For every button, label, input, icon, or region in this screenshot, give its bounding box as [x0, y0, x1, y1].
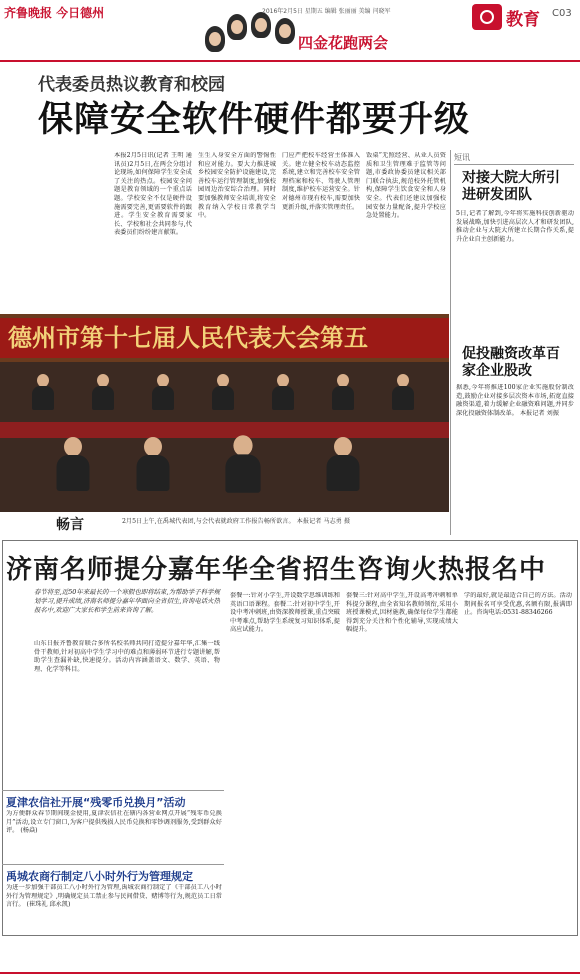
delegate-figure	[134, 437, 173, 491]
section2-column: 套餐三:针对高中学生,开设高考冲刺和单科提分课程,由全省知名教师领衔,采用小班授课模式,因材施教,确保每位学生都能得到充分关注和个性化辅导,实现成绩大幅提升。	[346, 592, 458, 634]
column-tag: 四金花跑两会	[298, 34, 389, 52]
reporter-avatar	[251, 12, 271, 38]
delegate-figure	[330, 374, 356, 410]
sidebar-rule	[454, 164, 574, 165]
lead-photo	[0, 314, 449, 512]
delegate-figure	[54, 437, 93, 491]
reporter-photos	[205, 8, 297, 60]
section2-column: 学的最好,就是最适合自己的方法。活动期间报名可享受优惠,名额有限,报满即止。咨询电话:0531-88346266	[464, 592, 572, 617]
delegate-figure	[30, 374, 56, 410]
sidebar-label: 短讯	[454, 153, 470, 162]
lead-column: 本报2月5日讯(记者 王明 通讯员)2月5日,在两会分组讨论现场,如何保障学生安全成了关注的热点。校园安全问题是教育领域的一个重点话题。学校安全不仅是硬件设施需要完善,更需要软件的跟进。学生安全教育需要家长、学校和社会共同参与,代表委员们纷纷建言献策。	[114, 152, 192, 237]
delegate-figure	[210, 374, 236, 410]
footer-rule	[0, 972, 580, 974]
brief-body: 为进一步加强干部员工八小时外行为管理,禹城农商行制定了《干部员工八小时外行为管理规定》,明确规定员工禁止参与民间借贷、赌博等行为,规范员工日常言行。 (崔珠礼 邱永凯)	[6, 884, 222, 909]
delegate-figure	[270, 374, 296, 410]
brief-headline: 禹城农商行制定八小时外行为管理规定	[6, 870, 193, 883]
photo-caption: 2月5日上午,在禹城代表团,与会代表就政府工作报告畅所欲言。 本报记者 马志勇 摄	[122, 518, 351, 525]
delegate-figure	[90, 374, 116, 410]
sidebar-headline: 对接大院大所引进研发团队	[462, 170, 560, 203]
column-divider	[450, 150, 451, 535]
photo-tag: 畅言	[56, 517, 84, 533]
delegate-figure	[324, 437, 363, 491]
brief-body: 为方便群众春节期间现金使用,夏津农信社在辖内各营业网点开展“残零币兑换月”活动,设立专门窗口,为客户提供残损人民币兑换和零钞调剂服务,受到群众好评。 (杨焱)	[6, 810, 222, 835]
section2-column: 山东日报齐鲁教育联合多所名校名师共同打造提分嘉年华,汇集一线骨干教师,针对初高中学生学习中的难点和薄弱环节进行专题讲解,帮助学生查漏补缺,快速提分。活动内容涵盖语文、数学、英语、物理、化学等科目。	[34, 640, 220, 673]
brief-rule	[2, 790, 224, 791]
paper-logo: 齐鲁晚报 今日德州	[4, 6, 105, 20]
reporter-avatar	[227, 14, 247, 40]
dateline: 2016年2月5日 星期五 编辑 张丽丽 美编 闫晓军	[262, 8, 391, 15]
section-icon	[472, 4, 502, 30]
photo-banner: 德州市第十七届人民代表大会第五	[0, 318, 449, 358]
reporter-avatar	[275, 18, 295, 44]
sidebar-body: 5日,记者了解到,今年将实施科技创新驱动发展战略,加快引进高层次人才和研发团队,推动企业与大院大所建立长期合作关系,提升企业自主创新能力。	[456, 210, 574, 243]
lead-headline: 保障安全软件硬件都要升级	[38, 100, 471, 140]
lead-kicker: 代表委员热议教育和校园	[38, 75, 225, 95]
sidebar-body: 据悉,今年将推进100家企业实施股份制改造,鼓励企业对接多层次资本市场,拓宽直接融资渠道,着力缓解企业融资难问题,并同步深化投融资体制改革。 本报记者 刘振	[456, 384, 574, 417]
reporter-avatar	[205, 26, 225, 52]
delegate-figure	[390, 374, 416, 410]
brief-rule	[2, 864, 224, 865]
section2-headline: 济南名师提分嘉年华全省招生咨询火热报名中	[6, 555, 547, 585]
section2-column: 套餐一:针对小学生,开设数学思维训练和英语口语课程。套餐二:针对初中学生,开设中考冲刺班,由资深教师授课,重点突破中考难点,帮助学生系统复习知识体系,提高应试能力。	[230, 592, 340, 634]
lead-column: 生生入身安全方面的警惕性和应对能力。要大力推进城乡校园安全防护设施建设,完善校车运行管理制度,加强校园周边治安综合治理。同时要加强教师安全培训,将安全教育纳入学校日常教学当中。	[198, 152, 276, 220]
delegate-figure	[150, 374, 176, 410]
page-number: C03	[552, 8, 572, 19]
lead-column: 饭桌”无照经营、从业人员资质和卫生管理难于监管等问题,市委政协委员建议相关部门联合执法,规范校外托管机构,保障学生饮食安全和人身安全。代表们还建议加强校园安保力量配备,提升学校应急处置能力。	[366, 152, 446, 220]
delegate-figure	[222, 435, 264, 493]
masthead	[0, 0, 580, 62]
section2-lead: 春节将至,近50年来最长的一个寒假也即将结束,为帮助学子科学规划学习,提升成绩,济南名师提分嘉年华面向全省招生,咨询电话火热报名中,欢迎广大家长和学生前来咨询了解。	[34, 588, 220, 614]
section-name: 教育	[506, 10, 540, 30]
sidebar-headline: 促投融资改革百家企业股改	[462, 346, 560, 379]
lead-column: 门应严把校车经营主体准入关。建立健全校车动态监控系统,建立和完善校车安全管理档案和校车、驾驶人管理制度,维护校车运营安全。针对德州市现有校车,需要加快更新升级,并落实管理责任。	[282, 152, 360, 211]
brief-headline: 夏津农信社开展“残零币兑换月”活动	[6, 796, 186, 809]
